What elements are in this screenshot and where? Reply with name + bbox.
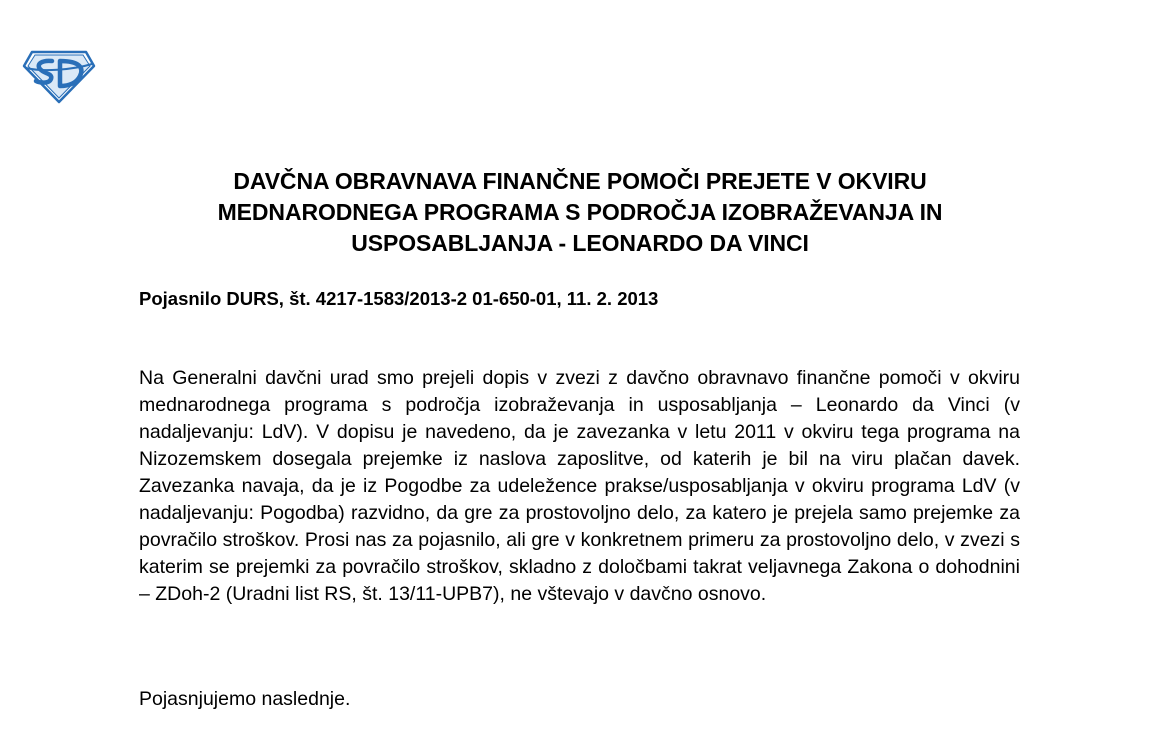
sd-logo-icon [22, 48, 96, 104]
title-line-1: DAVČNA OBRAVNAVA FINANČNE POMOČI PREJETE V OKVIRU [233, 168, 927, 194]
closing-sentence: Pojasnjujemo naslednje. [139, 688, 351, 710]
document-title [130, 166, 1030, 259]
document-reference: Pojasnilo DURS, št. 4217-1583/2013-2 01-650-01, 11. 2. 2013 [139, 288, 659, 309]
title-line-3: USPOSABLJANJA - LEONARDO DA VINCI [351, 230, 809, 256]
body-paragraph: Na Generalni davčni urad smo prejeli dopis v zvezi z davčno obravnavo finančne pomoči v okviru mednarodnega programa s področja izobraževanja in usposabljanja – Leonardo da Vinci (v nadaljevanju: LdV). V dopisu je navedeno, da je zavezanka v letu 2011 v okviru tega programa na Nizozemskem dosegala prejemke iz naslova zaposlitve, od katerih je bil na viru plačan davek. Zavezanka navaja, da je iz Pogodbe za udeležence prakse/usposabljanja v okviru programa LdV (v nadaljevanju: Pogodba) razvidno, da gre za prostovoljno delo, za katero je prejela samo prejemke za povračilo stroškov. Prosi nas za pojasnilo, ali gre v konkretnem primeru za prostovoljno delo, v zvezi s katerim se prejemki za povračilo stroškov, skladno z določbami takrat veljavnega Zakona o dohodnini – ZDoh-2 (Uradni list RS, št. 13/11-UPB7), ne vštevajo v davčno osnovo. [139, 367, 1020, 605]
title-line-2: MEDNARODNEGA PROGRAMA S PODROČJA IZOBRAŽEVANJA IN [217, 199, 943, 225]
